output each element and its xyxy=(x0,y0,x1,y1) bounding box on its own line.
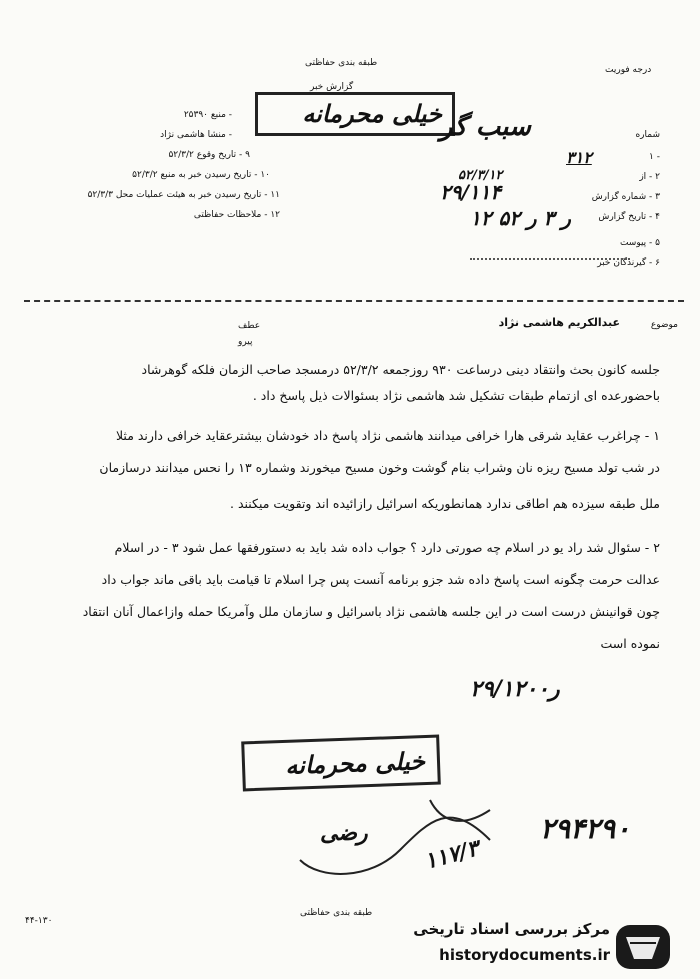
security-class-bottom: طبقه بندی حفاظتی xyxy=(300,908,373,918)
field-received-ops: ۱۱ - تاریخ رسیدن خبر به هیئت عملیات محل ۵۲/۳/۳ xyxy=(87,190,280,200)
handwritten-scribble: ﺳﺒﺐ ﮔﺮ xyxy=(440,112,531,142)
top-confidential-stamp xyxy=(255,92,455,136)
form-code: ۴۴-۱۳۰ xyxy=(25,916,53,926)
field-event-date: ۹ - تاریخ وقوع ۵۲/۳/۲ xyxy=(168,150,250,160)
watermark-url: historydocuments.ir xyxy=(439,946,610,964)
field-from: ۲ - از xyxy=(639,172,660,182)
subject-side-note: عطف پیرو xyxy=(238,321,261,347)
body-line-8: چون قوانینش درست است در این جلسه هاشمی نژاد باسرائیل و سازمان ملل وآمریکا حمله وازاعمال آنان انتقاد xyxy=(82,604,660,619)
archive-logo-icon xyxy=(612,919,674,975)
body-line-5: ملل طبقه سیزده هم اطاقی ندارد همانطوریکه اسرائیل رازائیده اند وتقویت میکنند . xyxy=(230,496,660,511)
field-report-date: ۴ - تاریخ گزارش xyxy=(598,212,660,222)
subject-label: موضوع xyxy=(650,320,678,330)
field-security-notes: ۱۲ - ملاحظات حفاظتی xyxy=(193,210,280,220)
header-divider xyxy=(24,300,684,302)
handwritten-date2: ۱۲ ر ۳ ر ۵۲ xyxy=(470,206,571,230)
field-1: ۱ - xyxy=(649,152,660,162)
top-stamp-text: خیلی محرمانه xyxy=(302,99,442,128)
bottom-stamp-text: خیلی محرمانه xyxy=(284,746,426,780)
handwritten-bottom-ref: ۲۹/۱۲ر۰۰ xyxy=(470,676,560,702)
field-number: شماره xyxy=(635,130,660,140)
priority-label: درجه فوریت xyxy=(605,65,652,75)
dashed-line-right xyxy=(470,258,630,260)
body-line-2: باحضورعده ای ازتمام طبقات تشکیل شد هاشمی نژاد بسئوالات ذیل پاسخ داد . xyxy=(252,388,660,403)
signature-scribble xyxy=(280,780,640,890)
body-line-1: جلسه کانون بحث وانتقاد دینی درساعت ۹۳۰ روزجمعه ۵۲/۳/۲ درمسجد صاحب الزمان فلکه گوهرشاد xyxy=(141,362,660,377)
field-received-source: ۱۰ - تاریخ رسیدن خبر به منبع ۵۲/۳/۲ xyxy=(132,170,270,180)
handwritten-big-number: ۲۹۴۲۹۰ xyxy=(540,812,631,845)
handwritten-bottom-date: ۱۱۷/۳ xyxy=(421,835,482,875)
field-recipients: ۶ - گیرندگان خبر xyxy=(597,258,660,268)
handwritten-number: ۳۱۲ xyxy=(566,148,592,167)
body-line-9: نموده است xyxy=(600,636,660,651)
handwritten-signature: رضی xyxy=(320,820,368,846)
field-attachment: ۵ - پیوست xyxy=(619,238,660,248)
security-class-top: طبقه بندی حفاظتی xyxy=(305,58,378,68)
handwritten-ref: ۲۹/۱۱۴ xyxy=(440,180,502,204)
body-line-4: در شب تولد مسیح ریزه نان وشراب بنام گوشت وخون مسیح میخورند وشماره ۱۳ را نحس میدانند درسازمان xyxy=(99,460,660,475)
handwritten-date1: ۵۲/۳/۱۲ xyxy=(458,168,503,183)
field-origin: - منشا هاشمی نژاد xyxy=(160,130,232,140)
body-line-3: ۱ - چراغرب عقاید شرقی هارا خرافی میدانند هاشمی نژاد پاسخ داد خودشان بیشترعقاید خرافی دارند مثلا xyxy=(115,428,660,443)
report-title: گزارش خبر xyxy=(310,82,354,92)
body-line-7: عدالت حرمت چگونه است پاسخ داده شد جزو برنامه آنست پس چرا اسلام تا قیامت باید باقی ماند جواب داد xyxy=(101,572,660,587)
field-source: - منبع ۲۵۳۹۰ xyxy=(183,110,232,120)
subject-value: عبدالکریم هاشمی نژاد xyxy=(498,316,620,329)
field-report-number: ۳ - شماره گزارش xyxy=(591,192,660,202)
watermark-title: مرکز بررسی اسناد تاریخی xyxy=(413,920,610,938)
body-line-6: ۲ - سئوال شد راد یو در اسلام چه صورتی دارد ؟ جواب داده شد باید به دستورفقها عمل شود ۳ - در اسلام xyxy=(114,540,660,555)
